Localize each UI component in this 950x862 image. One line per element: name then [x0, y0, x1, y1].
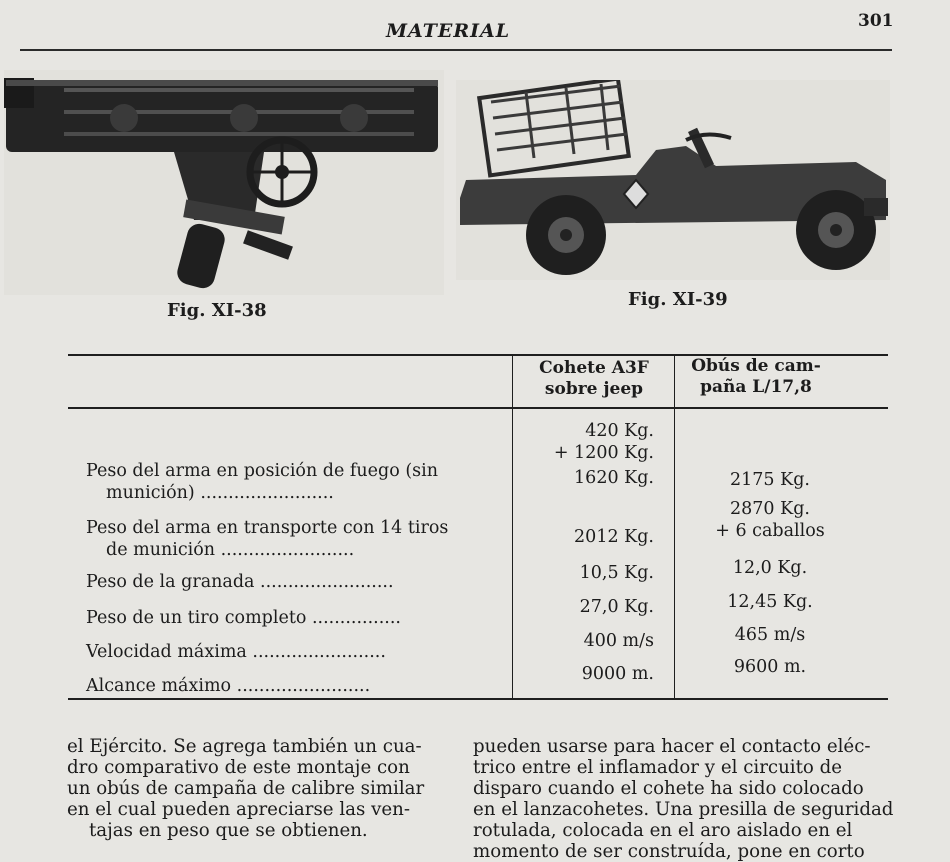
row-5-label: Velocidad máxima ........................ — [86, 642, 386, 662]
row-4-cohete-value: 27,0 Kg. — [579, 597, 654, 617]
table-cell-cohete — [518, 420, 654, 489]
row-4-obus-value: 12,45 Kg. — [727, 592, 813, 612]
body-right-line: momento de ser construída, pone en corto — [473, 841, 865, 862]
table-cell-cohete — [518, 596, 654, 618]
body-left-line: el Ejército. Se agrega también un cua- — [67, 736, 422, 757]
row-2-obus-value-2: + 6 caballos — [715, 521, 825, 541]
table-row-label — [86, 675, 370, 697]
row-5-cohete-value: 400 m/s — [583, 631, 654, 651]
table-cell-cohete — [518, 562, 654, 584]
row-1-label-line-2: munición) ........................ — [106, 483, 334, 503]
row-6-label: Alcance máximo ........................ — [86, 676, 371, 696]
table-row-label — [86, 607, 401, 629]
row-6-obus-value: 9600 m. — [733, 657, 807, 677]
table-bottom-rule — [68, 698, 888, 700]
row-4-label: Peso de un tiro completo ................ — [86, 608, 401, 628]
column-header-obus — [676, 356, 836, 398]
row-2-obus-value-1: 2870 Kg. — [730, 499, 810, 519]
table-column-divider-2 — [674, 354, 675, 699]
table-cell-obus — [690, 656, 850, 678]
body-right-line: disparo cuando el cohete ha sido colocado — [473, 778, 864, 799]
row-1-cohete-value-1: 420 Kg. — [585, 421, 654, 441]
figure-xi-39-caption: Fig. XI-39 — [628, 289, 728, 310]
body-text-left-column — [67, 736, 439, 841]
row-2-label-line-2: de munición ........................ — [106, 540, 355, 560]
row-3-cohete-value: 10,5 Kg. — [579, 563, 654, 583]
table-cell-obus — [690, 557, 850, 579]
row-6-cohete-value: 9000 m. — [581, 664, 654, 684]
row-1-label-line-1: Peso del arma en posición de fuego (sin — [86, 461, 439, 481]
body-left-line: un obús de campaña de calibre similar — [67, 778, 425, 799]
row-3-obus-value: 12,0 Kg. — [732, 558, 808, 578]
body-right-line: en el lanzacohetes. Una presilla de seguridad — [473, 799, 894, 820]
table-cell-cohete — [518, 630, 654, 652]
table-cell-obus — [690, 591, 850, 613]
body-text-right-column — [473, 736, 913, 862]
figure-xi-39-photo — [456, 80, 890, 280]
table-cell-obus — [690, 469, 850, 491]
table-row-label — [86, 571, 394, 593]
body-right-line: pueden usarse para hacer el contacto eléc- — [473, 736, 871, 757]
page-number: 301 — [858, 11, 894, 31]
column-header-cohete-line-2: sobre jeep — [544, 379, 644, 399]
row-2-label-line-1: Peso del arma en transporte con 14 tiros — [86, 518, 449, 538]
body-right-line: trico entre el inflamador y el circuito de — [473, 757, 843, 778]
figure-xi-38-caption: Fig. XI-38 — [167, 300, 267, 321]
body-right-line: rotulada, colocada en el aro aislado en el — [473, 820, 853, 841]
figure-xi-38-photo — [4, 70, 444, 295]
column-header-obus-line-2: paña L/17,8 — [700, 377, 812, 397]
table-header-rule — [68, 407, 888, 409]
row-1-cohete-value-3: 1620 Kg. — [574, 468, 654, 488]
running-header-title: MATERIAL — [386, 20, 511, 42]
table-row-label — [86, 641, 386, 663]
row-1-obus-value: 2175 Kg. — [730, 470, 810, 490]
row-3-label: Peso de la granada ........................ — [86, 572, 394, 592]
body-left-line: tajas en peso que se obtienen. — [89, 820, 368, 841]
table-column-divider-1 — [512, 354, 513, 699]
column-header-cohete — [514, 358, 674, 400]
row-5-obus-value: 465 m/s — [734, 625, 806, 645]
table-cell-obus — [690, 498, 850, 542]
header-rule — [20, 49, 892, 51]
body-left-line: en el cual pueden apreciarse las ven- — [67, 799, 411, 820]
rocket-launcher-mount-photo — [4, 70, 444, 295]
table-cell-cohete — [518, 526, 654, 548]
row-1-cohete-value-2: + 1200 Kg. — [553, 443, 654, 463]
table-cell-cohete — [518, 663, 654, 685]
jeep-with-rocket-rack-photo — [456, 80, 890, 280]
body-left-line: dro comparativo de este montaje con — [67, 757, 410, 778]
table-cell-obus — [690, 624, 850, 646]
row-2-cohete-value: 2012 Kg. — [574, 527, 654, 547]
column-header-obus-line-1: Obús de cam- — [691, 356, 821, 376]
column-header-cohete-line-1: Cohete A3F — [539, 358, 649, 378]
table-row-label — [86, 460, 438, 504]
table-row-label — [86, 517, 448, 561]
